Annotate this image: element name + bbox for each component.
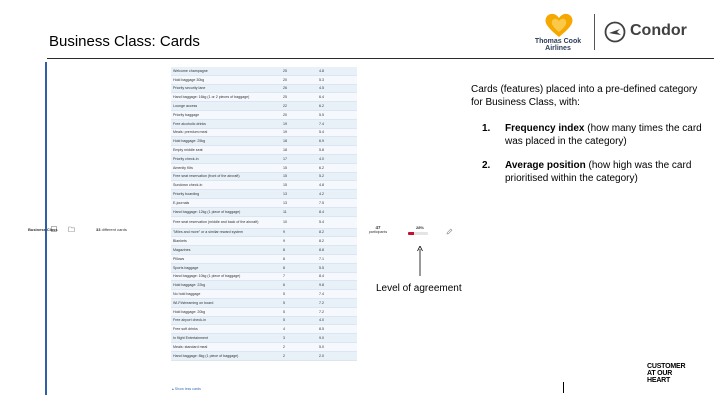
- card-name: In flight Entertainment: [173, 336, 208, 340]
- card-position: 8.8: [319, 248, 324, 253]
- card-position: 5.8: [319, 148, 324, 153]
- table-row: [171, 299, 357, 308]
- card-name: Blankets: [173, 239, 187, 244]
- item-term: Frequency index: [505, 123, 585, 134]
- card-name: Priority check-in: [173, 156, 199, 161]
- table-row: [171, 264, 357, 273]
- card-name: Pillows: [173, 256, 185, 261]
- item-number: 1.: [482, 123, 491, 134]
- card-name: Hold baggage: 25kg: [173, 139, 206, 144]
- card-frequency: 25: [283, 95, 287, 100]
- cust-logo-line1: CUSTOMER: [647, 363, 686, 370]
- card-frequency: 22: [283, 104, 287, 109]
- card-frequency: 3: [283, 336, 285, 340]
- card-position: 9.8: [319, 283, 324, 288]
- card-frequency: 9: [283, 230, 285, 235]
- card-position: 8.5: [319, 327, 324, 332]
- item-text: (how high was the card prioritised within the category): [505, 160, 692, 184]
- table-row: [171, 255, 357, 264]
- description-item-frequency: [471, 123, 706, 148]
- category-card-count: [96, 227, 127, 232]
- card-frequency: 19: [283, 121, 287, 126]
- card-frequency: 5: [283, 318, 285, 323]
- item-text: (how many times the card was placed in the category): [505, 123, 702, 147]
- card-name: Sundown check-in: [173, 183, 203, 188]
- card-name: Wi-Fi/streaming on board: [173, 300, 214, 305]
- card-position: 7.4: [319, 121, 324, 126]
- card-name: "Miles and more" or a similar reward system: [173, 230, 244, 235]
- card-frequency: 5: [283, 292, 285, 297]
- edit-icon[interactable]: [446, 228, 453, 235]
- thomas-cook-logo: [532, 12, 584, 52]
- page-marker: [563, 382, 564, 393]
- cards-table: [171, 67, 357, 361]
- card-name: Welcome champagne: [173, 68, 208, 73]
- cust-logo-line3: HEART: [647, 377, 671, 384]
- card-position: 8.2: [319, 239, 324, 244]
- card-position: 8.2: [319, 230, 324, 235]
- card-position: 4.5: [319, 86, 324, 91]
- card-name: Amenity Kits: [173, 165, 193, 170]
- card-position: 5.2: [319, 174, 324, 179]
- table-row: [171, 352, 357, 361]
- card-position: 4.8: [319, 68, 324, 73]
- item-number: 2.: [482, 160, 491, 171]
- table-row: [171, 290, 357, 299]
- customer-at-our-heart-logo: [647, 363, 687, 384]
- card-frequency: 17: [283, 156, 287, 161]
- table-row: [171, 237, 357, 246]
- card-name: Hold baggage: 20kg: [173, 309, 206, 314]
- thomas-cook-wordmark: [532, 38, 584, 52]
- table-row: [171, 93, 357, 102]
- card-name: E-journals: [173, 200, 190, 205]
- thomas-cook-line1: Thomas Cook: [534, 38, 582, 45]
- table-row: [171, 146, 357, 155]
- description-item-position: [471, 160, 706, 185]
- card-name: Hold baggage: 22kg: [173, 283, 206, 288]
- table-row: [171, 308, 357, 317]
- description: [471, 84, 706, 197]
- card-position: 7.4: [319, 292, 324, 297]
- table-row: [171, 199, 357, 208]
- card-name: Sports baggage: [173, 265, 199, 270]
- category-name[interactable]: Business Class: [28, 227, 58, 232]
- card-position: 5.5: [319, 112, 324, 117]
- card-frequency: 15: [283, 183, 287, 188]
- card-name: Free soft drinks: [173, 327, 198, 332]
- card-position: 7.1: [319, 256, 324, 261]
- thomas-cook-heart-icon: [544, 12, 574, 38]
- agreement-percent: 28%: [415, 225, 424, 230]
- card-name: Hand baggage: 12kg (1 piece of baggage): [173, 209, 241, 214]
- item-term: Average position: [505, 160, 586, 171]
- table-row: [171, 273, 357, 282]
- card-frequency: 8: [283, 248, 285, 253]
- card-count-text: different cards: [101, 227, 127, 232]
- participants-label: participants: [368, 230, 388, 234]
- card-frequency: 13: [283, 192, 287, 197]
- card-name: Priority boarding: [173, 192, 200, 197]
- card-frequency: 5: [283, 300, 285, 305]
- card-position: 5.4: [319, 130, 324, 135]
- card-frequency: 9: [283, 239, 285, 244]
- card-frequency: 6: [283, 283, 285, 288]
- card-name: Free seat reservation (middle and back of the aircraft): [173, 220, 259, 225]
- card-position: 6.2: [319, 165, 324, 170]
- table-row: [171, 334, 357, 343]
- table-row: [171, 343, 357, 352]
- card-frequency: 11: [283, 209, 287, 214]
- card-frequency: 15: [283, 174, 287, 179]
- card-name: Meals: standard meal: [173, 344, 208, 349]
- card-position: 8.4: [319, 274, 324, 279]
- table-row: [171, 137, 357, 146]
- card-position: 9.0: [319, 336, 324, 340]
- slide-title: Business Class: Cards: [49, 33, 200, 50]
- table-row: [171, 111, 357, 120]
- folder-icon: [68, 226, 75, 232]
- card-name: No hold baggage: [173, 292, 201, 297]
- condor-wordmark: Condor: [630, 22, 687, 39]
- card-frequency: 15: [283, 165, 287, 170]
- agreement-bar-fill: [408, 232, 414, 235]
- card-position: 7.5: [319, 200, 324, 205]
- card-name: Hand baggage: 8kg (1 piece of baggage): [173, 353, 239, 358]
- card-frequency: 4: [283, 327, 285, 332]
- card-position: 4.2: [319, 192, 324, 197]
- card-name: Lounge access: [173, 104, 198, 109]
- card-position: 4.8: [319, 183, 324, 188]
- card-name: Free airport check-in: [173, 318, 206, 323]
- up-arrow-icon: [417, 246, 423, 276]
- table-row: [171, 76, 357, 85]
- table-row: [171, 246, 357, 255]
- card-frequency: 7: [283, 274, 285, 279]
- table-row: [171, 281, 357, 290]
- card-count-number: 33: [96, 227, 101, 232]
- card-position: 2.0: [319, 353, 324, 358]
- card-frequency: 2: [283, 344, 285, 349]
- table-row: [171, 164, 357, 173]
- card-name: Priority baggage: [173, 112, 200, 117]
- description-intro: Cards (features) placed into a pre-defined category for Business Class, with:: [471, 84, 698, 108]
- table-row: [171, 173, 357, 182]
- card-frequency: 18: [283, 148, 287, 153]
- card-name: Hand baggage: 10kg (1 piece of baggage): [173, 274, 241, 279]
- level-of-agreement-label: Level of agreement: [376, 283, 462, 294]
- card-position: 5.4: [319, 220, 324, 225]
- card-name: Hold baggage 30kg: [173, 77, 205, 82]
- card-position: 5.3: [319, 77, 324, 82]
- card-position: 7.2: [319, 309, 324, 314]
- table-row: [171, 208, 357, 217]
- table-row: [171, 85, 357, 94]
- card-frequency: 13: [283, 200, 287, 205]
- cust-logo-line2: AT OUR: [647, 370, 673, 377]
- card-frequency: 18: [283, 139, 287, 144]
- agreement-bar: [408, 232, 428, 235]
- card-frequency: 20: [283, 77, 287, 82]
- participants-number: 47: [375, 225, 381, 230]
- card-name: Priority security lane: [173, 86, 206, 91]
- card-frequency: 10: [283, 220, 287, 225]
- title-divider: [47, 58, 714, 59]
- card-position: 4.0: [319, 318, 324, 323]
- card-position: 5.0: [319, 344, 324, 349]
- condor-logo: [604, 20, 694, 44]
- logo-divider: [594, 14, 595, 50]
- table-row: [171, 217, 357, 229]
- card-frequency: 20: [283, 112, 287, 117]
- card-frequency: 8: [283, 265, 285, 270]
- show-less-link[interactable]: ▴ Show less cards: [172, 387, 201, 391]
- card-name: Empty middle seat: [173, 148, 203, 153]
- card-frequency: 26: [283, 86, 287, 91]
- agreement-block: [408, 225, 432, 235]
- card-position: 5.5: [319, 265, 324, 270]
- card-position: 6.4: [319, 95, 324, 100]
- table-row: [171, 155, 357, 164]
- card-frequency: 25: [283, 68, 287, 73]
- card-position: 6.2: [319, 104, 324, 109]
- card-frequency: 2: [283, 353, 285, 358]
- table-row: [171, 190, 357, 199]
- table-row: [171, 67, 357, 76]
- condor-bird-icon: [604, 21, 626, 43]
- card-position: 6.9: [319, 139, 324, 144]
- card-position: 4.0: [319, 156, 324, 161]
- table-row: [171, 129, 357, 138]
- card-position: 7.2: [319, 300, 324, 305]
- card-frequency: 5: [283, 309, 285, 314]
- card-frequency: 19: [283, 130, 287, 135]
- card-name: Meals: premium meal: [173, 130, 208, 135]
- table-row: [171, 229, 357, 238]
- card-name: Free seat reservation (front of the aircraft): [173, 174, 240, 179]
- card-name: Free alcoholic drinks: [173, 121, 206, 126]
- table-row: [171, 317, 357, 326]
- thomas-cook-line2: Airlines: [545, 45, 571, 52]
- card-name: Hand baggage: 16kg (1 or 2 pieces of baggage): [173, 95, 250, 100]
- table-row: [171, 102, 357, 111]
- card-name: Magazines: [173, 248, 191, 253]
- card-frequency: 8: [283, 256, 285, 261]
- table-row: [171, 120, 357, 129]
- participants-block: [362, 225, 394, 234]
- table-row: [171, 181, 357, 190]
- card-position: 8.4: [319, 209, 324, 214]
- table-row: [171, 325, 357, 334]
